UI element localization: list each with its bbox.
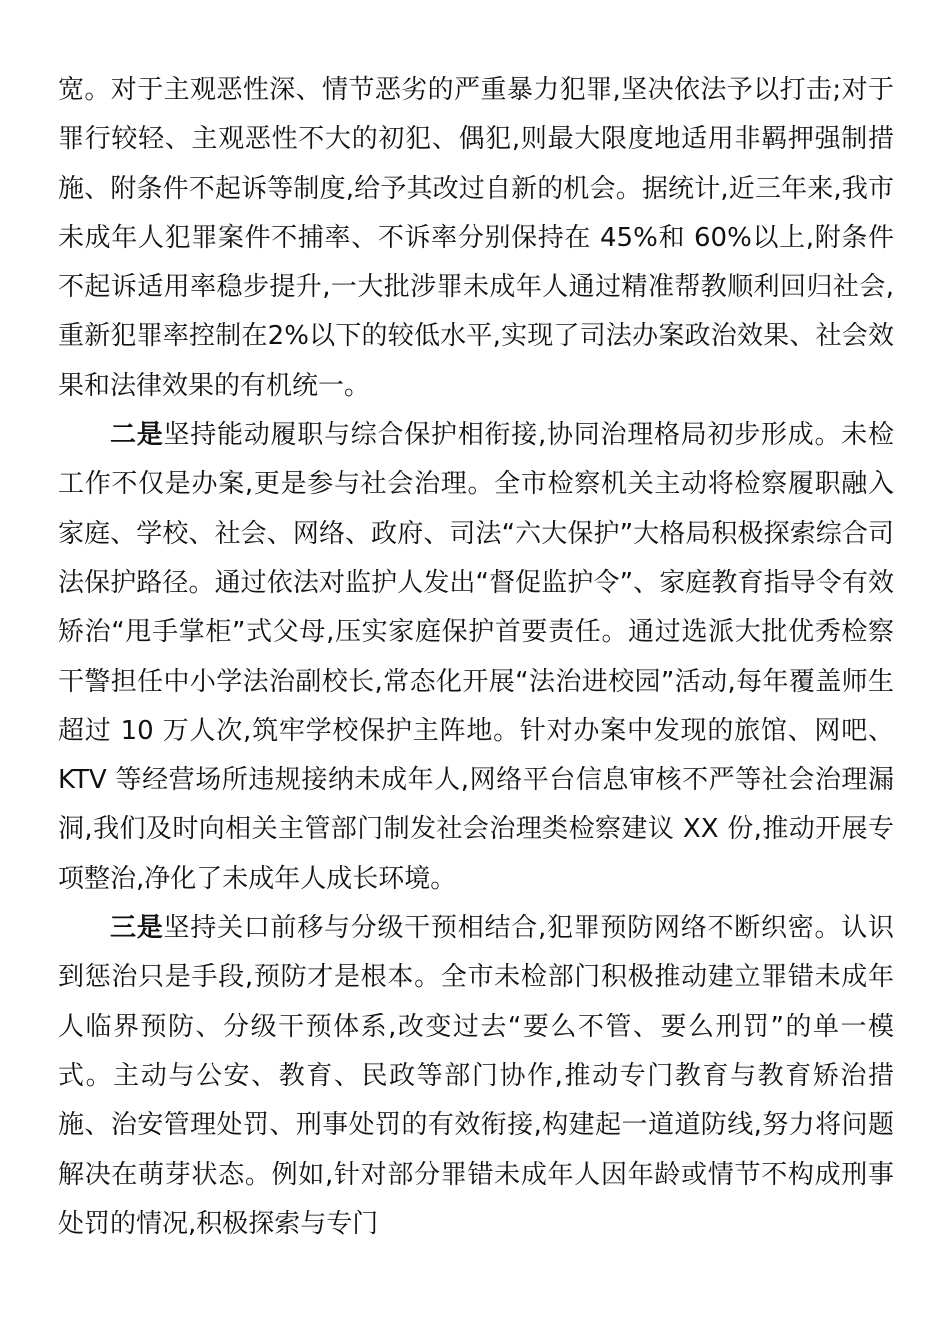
paragraph-3-lead: 三是 — [110, 913, 164, 944]
paragraph-3 — [58, 904, 894, 1249]
paragraph-2 — [58, 411, 894, 904]
paragraph-3-text: 坚持关口前移与分级干预相结合,犯罪预防网络不断织密。认识到惩治只是手段,预防才是根本。全市未检部门积极推动建立罪错未成年人临界预防、分级干预体系,改变过去“要么不管、要么刑罚”的单一模式。主动与公安、教育、民政等部门协作,推动专门教育与教育矫治措施、治安管理处罚、刑事处罚的有效衔接,构建起一道道防线,努力将问题解决在萌芽状态。例如,针对部分罪错未成年人因年龄或情节不构成刑事处罚的情况,积极探索与专门 — [58, 913, 894, 1239]
paragraph-2-text: 坚持能动履职与综合保护相衔接,协同治理格局初步形成。未检工作不仅是办案,更是参与社会治理。全市检察机关主动将检察履职融入家庭、学校、社会、网络、政府、司法“六大保护”大格局积极探索综合司法保护路径。通过依法对监护人发出“督促监护令”、家庭教育指导令有效矫治“甩手掌柜”式父母,压实家庭保护首要责任。通过选派大批优秀检察干警担任中小学法治副校长,常态化开展“法治进校园”活动,每年覆盖师生超过 10 万人次,筑牢学校保护主阵地。针对办案中发现的旅馆、网吧、KTV 等经营场所违规接纳未成年人,网络平台信息审核不严等社会治理漏洞,我们及时向相关主管部门制发社会治理类检察建议 XX 份,推动开展专项整治,净化了未成年人成长环境。 — [58, 420, 894, 894]
paragraph-2-lead: 二是 — [110, 420, 164, 451]
paragraph-1-text: 宽。对于主观恶性深、情节恶劣的严重暴力犯罪,坚决依法予以打击;对于罪行较轻、主观恶性不大的初犯、偶犯,则最大限度地适用非羁押强制措施、附条件不起诉等制度,给予其改过自新的机会。据统计,近三年来,我市未成年人犯罪案件不捕率、不诉率分别保持在 45%和 60%以上,附条件不起诉适用率稳步提升,一大批涉罪未成年人通过精准帮教顺利回归社会,重新犯罪率控制在2%以下的较低水平,实现了司法办案政治效果、社会效果和法律效果的有机统一。 — [58, 75, 894, 401]
paragraph-1 — [58, 66, 894, 411]
document-body — [58, 66, 894, 1249]
